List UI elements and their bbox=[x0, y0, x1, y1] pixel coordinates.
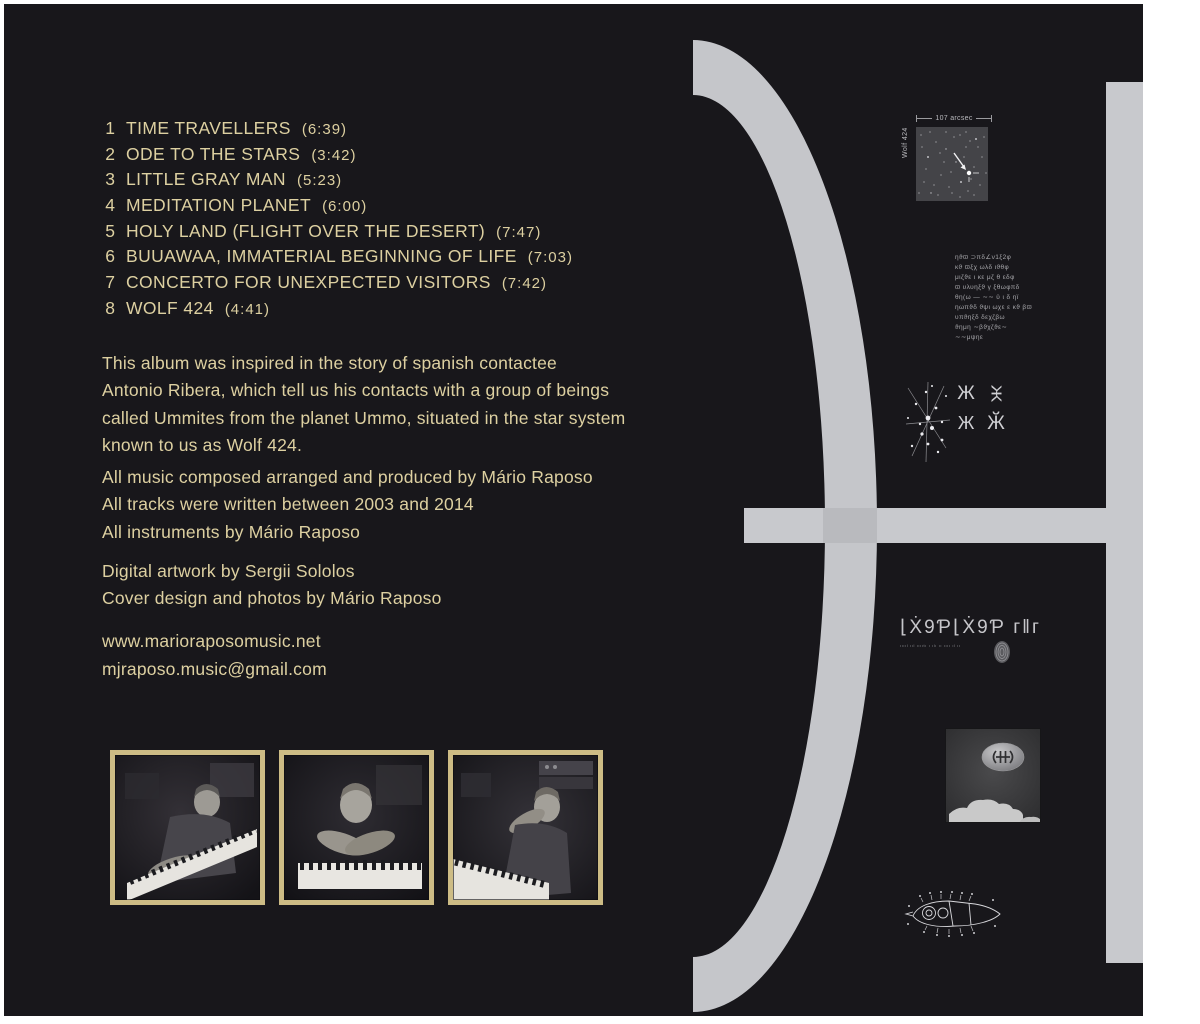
scale-rule bbox=[917, 118, 932, 119]
inscription-caption: ııııl ııl ııııtı ı ılı ıı ıııı ıl ıı bbox=[900, 643, 961, 648]
ummo-vertical-bar bbox=[1106, 82, 1143, 963]
track-number: 2 bbox=[105, 143, 115, 164]
ummite-script-line: ηωπϑδ ϑψι ωχε ε κϑ βϖ bbox=[955, 304, 1033, 311]
description-line: called Ummites from the planet Ummo, situated in the star system bbox=[102, 407, 626, 428]
ummo-glyph: Ж bbox=[957, 413, 975, 433]
track-title: HOLY LAND (FLIGHT OVER THE DESERT) bbox=[126, 220, 486, 241]
track-duration: (4:41) bbox=[224, 300, 270, 318]
ufo-photo bbox=[945, 728, 1041, 823]
credit-line: All music composed arranged and produced by Mário Raposo bbox=[102, 467, 593, 487]
ummo-inscription bbox=[900, 616, 1041, 648]
track-row bbox=[100, 296, 573, 322]
ummite-script-line: ∼∼μψηε bbox=[955, 334, 984, 341]
studio-photo-1 bbox=[110, 750, 265, 905]
ummo-bar-overlap-shade bbox=[823, 508, 877, 543]
track-list bbox=[100, 116, 573, 322]
credit-line: Cover design and photos by Mário Raposo bbox=[102, 588, 442, 609]
track-row bbox=[100, 193, 573, 219]
description-line: known to us as Wolf 424. bbox=[102, 435, 303, 456]
starfield-image bbox=[916, 127, 988, 201]
contact-link[interactable]: mjraposo.music@gmail.com bbox=[102, 658, 327, 679]
ummo-glyph: Ӂ bbox=[987, 413, 1005, 434]
wolf424-star bbox=[967, 171, 971, 175]
studio-photo-row bbox=[110, 750, 603, 905]
contact-link[interactable]: www.marioraposomusic.net bbox=[102, 631, 321, 651]
track-number: 4 bbox=[105, 195, 115, 216]
ummo-glyph-grid bbox=[955, 383, 1007, 434]
description-line: Antonio Ribera, which tell us his contacts with a group of beings bbox=[102, 380, 610, 401]
ummite-script-line: ϖ υλυηξϑ γ ξθωφπδ bbox=[955, 284, 1020, 291]
keyboardist-photo-icon bbox=[453, 755, 598, 900]
track-title: WOLF 424 bbox=[126, 297, 214, 318]
track-row bbox=[100, 270, 573, 296]
track-title: MEDITATION PLANET bbox=[126, 195, 312, 216]
wolf424-figure bbox=[900, 112, 1000, 206]
track-number: 5 bbox=[105, 220, 115, 241]
credit-line: All tracks were written between 2003 and 2014 bbox=[102, 494, 474, 515]
ummite-script-line: μιζϑε ι κε μζ θ εδφ bbox=[955, 274, 1015, 281]
track-duration: (6:00) bbox=[322, 198, 368, 216]
track-title: BUUAWAA, IMMATERIAL BEGINNING OF LIFE bbox=[126, 246, 517, 267]
description-line: This album was inspired in the story of spanish contactee bbox=[102, 353, 557, 373]
track-row bbox=[100, 244, 573, 270]
cover-canvas bbox=[4, 4, 1143, 1016]
scale-label: 107 arcsec bbox=[935, 114, 973, 122]
track-title: ODE TO THE STARS bbox=[126, 143, 301, 164]
track-number: 6 bbox=[105, 246, 115, 267]
spacecraft-diagram bbox=[903, 886, 1003, 942]
track-number: 8 bbox=[105, 297, 115, 318]
track-duration: (7:47) bbox=[496, 223, 542, 241]
scale-tick bbox=[991, 115, 992, 122]
track-row bbox=[100, 116, 573, 142]
track-title: CONCERTO FOR UNEXPECTED VISITORS bbox=[126, 272, 491, 293]
track-row bbox=[100, 167, 573, 193]
scale-rule bbox=[976, 118, 991, 119]
scale-bar bbox=[916, 112, 992, 124]
star-target-label: Wolf 424 bbox=[902, 127, 909, 158]
ummite-script-line: θη(ω — ∼∼ ϋ ι δ ηϊ bbox=[955, 294, 1019, 301]
ummite-script-line: ηϑϖ ⊃πδ∠ν1ξ2φ bbox=[955, 254, 1012, 261]
production-credits bbox=[102, 464, 593, 546]
design-credits bbox=[102, 558, 442, 613]
ummite-script-block bbox=[955, 253, 1033, 343]
keyboardist-photo-icon bbox=[115, 755, 260, 900]
track-duration: (6:39) bbox=[301, 121, 348, 138]
track-title: LITTLE GRAY MAN bbox=[126, 169, 286, 190]
ummo-glyph: Ж bbox=[987, 384, 1005, 403]
track-row bbox=[100, 219, 573, 245]
album-description bbox=[102, 350, 625, 460]
inscription-glyphs: ⌊Ẋ9Ƥ⌊Ẋ9Ƥ г‖г bbox=[900, 617, 1041, 638]
track-number: 1 bbox=[105, 118, 115, 138]
ummite-script-line: κϑ ϖξχ ωλδ ιϑθφ bbox=[955, 264, 1010, 271]
track-duration: (7:03) bbox=[527, 249, 573, 267]
track-duration: (7:42) bbox=[501, 275, 547, 293]
studio-photo-2 bbox=[279, 750, 434, 905]
ummo-glyph: Ж bbox=[957, 383, 975, 404]
track-number: 7 bbox=[105, 272, 115, 293]
track-title: TIME TRAVELLERS bbox=[126, 118, 291, 138]
contact-info bbox=[102, 628, 327, 683]
constellation-icon bbox=[902, 378, 954, 466]
studio-photo-3 bbox=[448, 750, 603, 905]
keyboardist-photo-icon bbox=[284, 755, 429, 900]
track-number: 3 bbox=[105, 169, 115, 190]
track-duration: (3:42) bbox=[311, 146, 357, 164]
fingerprint-icon bbox=[992, 640, 1012, 664]
track-row bbox=[100, 142, 573, 168]
credit-line: All instruments by Mário Raposo bbox=[102, 521, 361, 542]
track-duration: (5:23) bbox=[296, 172, 343, 190]
ummo-horizontal-bar bbox=[744, 508, 1143, 543]
credit-line: Digital artwork by Sergii Sololos bbox=[102, 561, 355, 581]
ummite-script-line: ϑημη ∼βϑχζϑε∼ bbox=[955, 324, 1008, 331]
ummite-script-line: υπϑηξδ δεχζβω bbox=[955, 314, 1006, 321]
